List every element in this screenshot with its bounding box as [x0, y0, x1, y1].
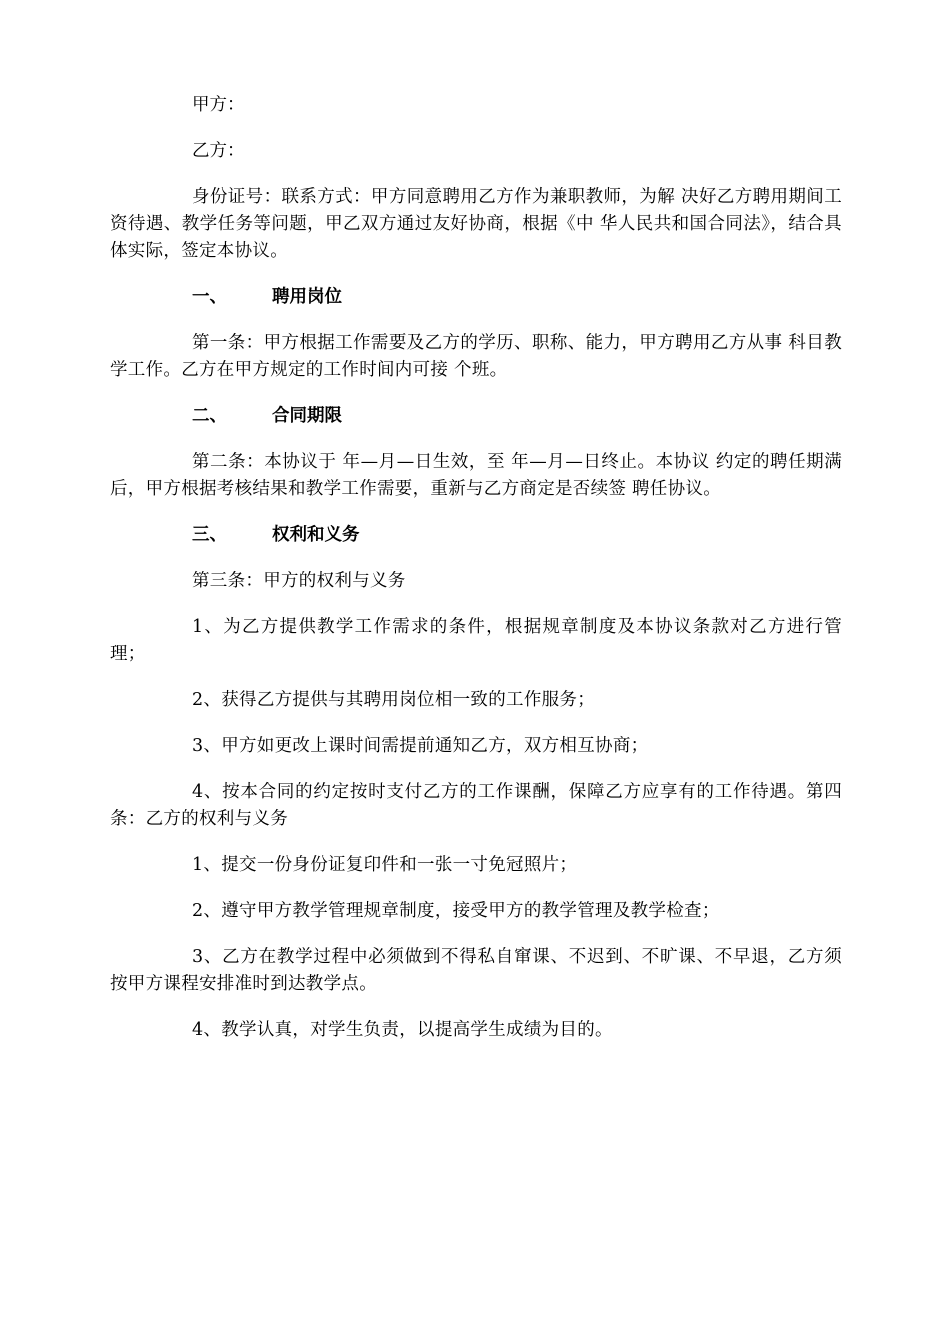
list-item: 1、为乙方提供教学工作需求的条件，根据规章制度及本协议条款对乙方进行管理； [110, 617, 842, 664]
list-item: 3、甲方如更改上课时间需提前通知乙方，双方相互协商； [192, 736, 649, 756]
article-1: 第一条：甲方根据工作需要及乙方的学历、职称、能力，甲方聘用乙方从事 科目教学工作。乙方在甲方规定的工作时间内可接 个班。 [110, 333, 842, 380]
section-title: 合同期限 [272, 406, 342, 426]
list-item: 4、按本合同的约定按时支付乙方的工作课酬，保障乙方应享有的工作待遇。第四条：乙方的权利与义务 [110, 782, 842, 829]
list-item: 1、提交一份身份证复印件和一张一寸免冠照片； [192, 855, 578, 875]
article-3-title: 第三条：甲方的权利与义务 [192, 571, 406, 591]
section-heading-3 [110, 522, 842, 549]
list-item: 4、教学认真，对学生负责，以提高学生成绩为目的。 [192, 1020, 613, 1040]
list-item: 2、遵守甲方教学管理规章制度，接受甲方的教学管理及教学检查； [192, 901, 720, 921]
section-number: 三、 [192, 525, 227, 545]
list-item: 3、乙方在教学过程中必须做到不得私自窜课、不迟到、不旷课、不早退，乙方须按甲方课程安排准时到达教学点。 [110, 947, 842, 994]
section-title: 权利和义务 [272, 525, 360, 545]
article-2: 第二条：本协议于 年—月—日生效，至 年—月—日终止。本协议 约定的聘任期满后，甲方根据考核结果和教学工作需要，重新与乙方商定是否续签 聘任协议。 [110, 452, 842, 499]
section-number: 一、 [192, 287, 227, 307]
section-heading-1 [110, 284, 842, 311]
document-page [110, 92, 842, 1063]
section-title: 聘用岗位 [272, 287, 342, 307]
section-number: 二、 [192, 406, 227, 426]
party-a-label: 甲方： [192, 95, 245, 115]
list-item: 2、获得乙方提供与其聘用岗位相一致的工作服务； [192, 690, 596, 710]
intro-paragraph: 身份证号：联系方式：甲方同意聘用乙方作为兼职教师，为解 决好乙方聘用期间工资待遇、教学任务等问题，甲乙双方通过友好协商，根据《中 华人民共和国合同法》，结合具体实际，签定本协议。 [110, 187, 842, 261]
section-heading-2 [110, 403, 842, 430]
party-b-label: 乙方： [192, 141, 245, 161]
